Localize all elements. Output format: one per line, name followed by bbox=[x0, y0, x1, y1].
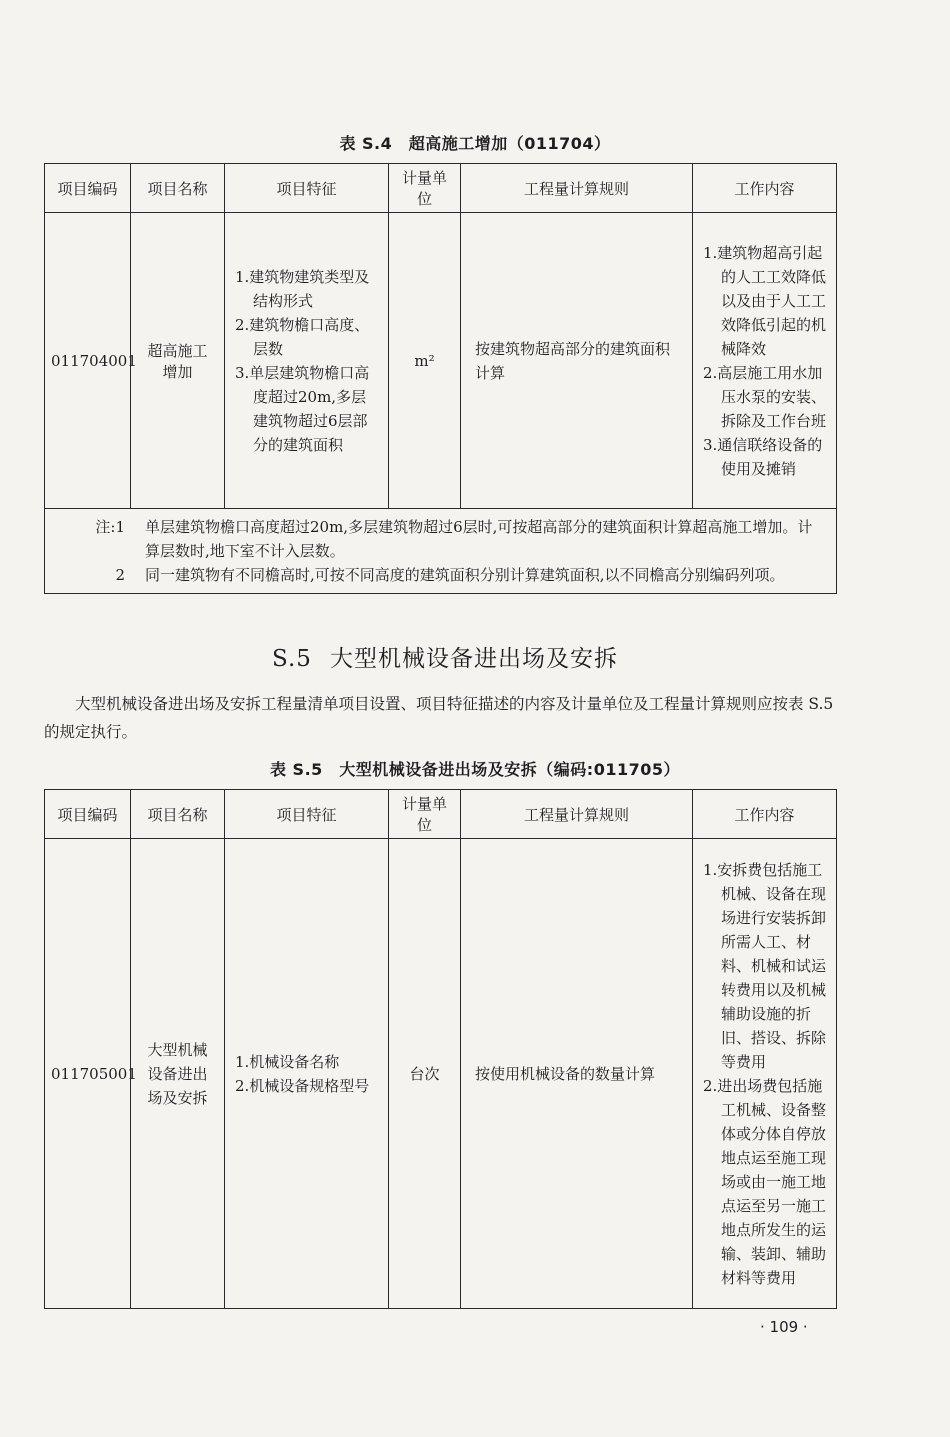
item-rule: 按使用机械设备的数量计算 bbox=[461, 839, 693, 1309]
section-number: S.5 bbox=[272, 646, 312, 672]
item-code: 011704001 bbox=[45, 213, 131, 509]
item-features bbox=[225, 213, 389, 509]
item-work bbox=[693, 839, 837, 1309]
header-features: 项目特征 bbox=[225, 790, 389, 839]
header-work: 工作内容 bbox=[693, 790, 837, 839]
item-rule: 按建筑物超高部分的建筑面积计算 bbox=[461, 213, 693, 509]
table-s4 bbox=[44, 163, 837, 594]
item-name: 超高施工增加 bbox=[131, 213, 225, 509]
note-label: 注:1 bbox=[95, 518, 125, 536]
note-1: 单层建筑物檐口高度超过20m,多层建筑物超过6层时,可按超高部分的建筑面积计算超高施工增加。计算层数时,地下室不计入层数。 bbox=[145, 518, 813, 560]
item-work bbox=[693, 213, 837, 509]
table-header-row bbox=[45, 790, 837, 839]
item-unit: m² bbox=[389, 213, 461, 509]
table-row bbox=[45, 839, 837, 1309]
feature-line: 2.建筑物檐口高度、层数 bbox=[235, 315, 370, 358]
header-name: 项目名称 bbox=[131, 790, 225, 839]
table-header-row bbox=[45, 164, 837, 213]
table-s5 bbox=[44, 789, 837, 1309]
header-code: 项目编码 bbox=[45, 790, 131, 839]
table-s5-caption: 表 S.5 大型机械设备进出场及安拆（编码:011705） bbox=[269, 760, 680, 779]
work-line: 3.通信联络设备的使用及摊销 bbox=[703, 435, 823, 478]
header-code: 项目编码 bbox=[45, 164, 131, 213]
note-2-label: 2 bbox=[115, 566, 125, 584]
feature-line: 1.机械设备名称 bbox=[235, 1052, 340, 1071]
feature-line: 1.建筑物建筑类型及结构形式 bbox=[235, 267, 370, 310]
page-number: · 109 · bbox=[760, 1318, 808, 1336]
table-s4-caption: 表 S.4 超高施工增加（011704） bbox=[339, 134, 611, 153]
section-title: 大型机械设备进出场及安拆 bbox=[329, 646, 618, 672]
table-note-row bbox=[45, 509, 837, 594]
header-features: 项目特征 bbox=[225, 164, 389, 213]
table-row bbox=[45, 213, 837, 509]
header-name: 项目名称 bbox=[131, 164, 225, 213]
work-line: 2.高层施工用水加压水泵的安装、拆除及工作台班 bbox=[703, 363, 827, 430]
item-features bbox=[225, 839, 389, 1309]
header-unit: 计量单位 bbox=[389, 164, 461, 213]
header-rule: 工程量计算规则 bbox=[461, 164, 693, 213]
item-code: 011705001 bbox=[45, 839, 131, 1309]
header-work: 工作内容 bbox=[693, 164, 837, 213]
work-line: 2.进出场费包括施工机械、设备整体或分体自停放地点运至施工现场或由一施工地点运至另一施工地点所发生的运输、装卸、辅助材料等费用 bbox=[703, 1076, 827, 1287]
table-notes bbox=[45, 509, 837, 594]
item-name: 大型机械设备进出场及安拆 bbox=[131, 839, 225, 1309]
work-line: 1.安拆费包括施工机械、设备在现场进行安装拆卸所需人工、材料、机械和试运转费用以及机械辅助设施的折旧、搭设、拆除等费用 bbox=[703, 860, 827, 1071]
feature-line: 3.单层建筑物檐口高度超过20m,多层建筑物超过6层部分的建筑面积 bbox=[235, 363, 370, 454]
feature-line: 2.机械设备规格型号 bbox=[235, 1076, 370, 1095]
header-unit: 计量单位 bbox=[389, 790, 461, 839]
header-rule: 工程量计算规则 bbox=[461, 790, 693, 839]
note-2: 同一建筑物有不同檐高时,可按不同高度的建筑面积分别计算建筑面积,以不同檐高分别编码列项。 bbox=[145, 566, 785, 584]
section-intro: 大型机械设备进出场及安拆工程量清单项目设置、项目特征描述的内容及计量单位及工程量计算规则应按表 S.5 的规定执行。 bbox=[44, 695, 834, 741]
section-heading bbox=[0, 640, 890, 673]
item-unit: 台次 bbox=[389, 839, 461, 1309]
work-line: 1.建筑物超高引起的人工工效降低以及由于人工工效降低引起的机械降效 bbox=[703, 243, 827, 358]
